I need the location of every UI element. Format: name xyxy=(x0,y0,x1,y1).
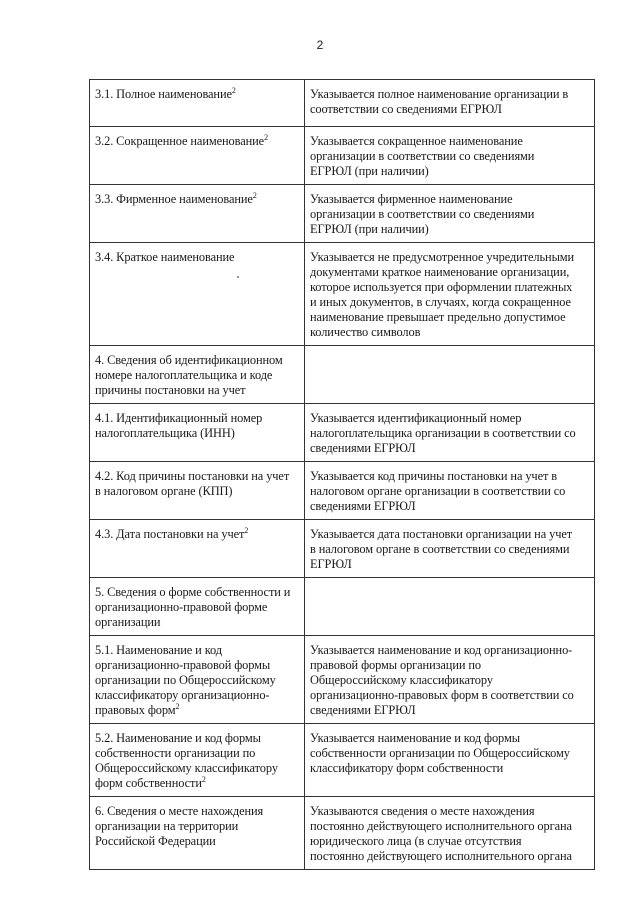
field-name: 3.4. Краткое наименование xyxy=(95,250,235,264)
field-name-cell xyxy=(90,80,305,127)
table-row xyxy=(90,185,595,243)
field-name-cell xyxy=(90,127,305,185)
field-name-cell xyxy=(90,636,305,724)
field-description: Указывается полное наименование организации в соответствии со сведениями ЕГРЮЛ xyxy=(305,80,595,127)
field-name-cell xyxy=(90,462,305,520)
field-name: 6. Сведения о месте нахождения организации на территории Российской Федерации xyxy=(95,804,264,848)
field-name-cell xyxy=(90,185,305,243)
table-row xyxy=(90,578,595,636)
field-name: 4.2. Код причины постановки на учет в налоговом органе (КПП) xyxy=(95,469,290,498)
field-description: Указывается наименование и код формы собственности организации по Общероссийскому классификатору форм собственности xyxy=(305,724,595,797)
field-name: 4. Сведения об идентификационном номере налогоплательщика и коде причины постановки на учет xyxy=(95,353,283,397)
footnote-mark: 2 xyxy=(231,85,236,95)
field-name-cell xyxy=(90,520,305,578)
table-row xyxy=(90,127,595,185)
table-row xyxy=(90,462,595,520)
field-name-cell xyxy=(90,797,305,870)
table-row xyxy=(90,520,595,578)
footnote-mark: 2 xyxy=(264,132,268,142)
field-description: Указывается дата постановки организации на учет в налоговом органе в соответствии со сведениями ЕГРЮЛ xyxy=(305,520,595,578)
field-description: Указывается наименование и код организационно- правовой формы организации по Общероссийскому классификатору организационно-правовых форм в соответствии со сведениями ЕГРЮЛ xyxy=(305,636,595,724)
field-name: 5.1. Наименование и код организационно-правовой формы организации по Общероссийскому классификатору организационно- правовых форм xyxy=(95,643,276,717)
scan-speck xyxy=(237,276,239,278)
field-name: 3.3. Фирменное наименование xyxy=(95,192,253,206)
field-name-cell xyxy=(90,578,305,636)
field-name: 5.2. Наименование и код формы собственности организации по Общероссийскому классификатору форм собственности xyxy=(95,731,278,790)
field-name: 4.1. Идентификационный номер налогоплательщика (ИНН) xyxy=(95,411,263,440)
field-description: Указывается не предусмотренное учредительными документами краткое наименование организации, которое используется при оформлении платежных и иных документов, в случаях, когда сокращенное наименование превышает предельно допустимое количество символов xyxy=(305,243,595,346)
requirements-table xyxy=(89,79,595,870)
field-description: Указывается фирменное наименование организации в соответствии со сведениями ЕГРЮЛ (при наличии) xyxy=(305,185,595,243)
table-row xyxy=(90,80,595,127)
field-name-cell xyxy=(90,724,305,797)
page-number: 2 xyxy=(316,38,324,52)
footnote-mark: 2 xyxy=(244,525,249,535)
footnote-mark: 2 xyxy=(201,774,206,784)
table-row xyxy=(90,243,595,346)
table-row xyxy=(90,724,595,797)
field-description: Указывается код причины постановки на учет в налоговом органе организации в соответствии со сведениями ЕГРЮЛ xyxy=(305,462,595,520)
table-row xyxy=(90,636,595,724)
table-row xyxy=(90,346,595,404)
field-description xyxy=(305,578,595,636)
field-name: 3.2. Сокращенное наименование xyxy=(95,134,265,148)
field-name: 4.3. Дата постановки на учет xyxy=(95,527,245,541)
field-description: Указывается сокращенное наименование организации в соответствии со сведениями ЕГРЮЛ (при наличии) xyxy=(305,127,595,185)
field-name: 5. Сведения о форме собственности и организационно-правовой форме организации xyxy=(95,585,291,629)
field-name: 3.1. Полное наименование xyxy=(95,87,232,101)
footnote-mark: 2 xyxy=(175,701,180,711)
footnote-mark: 2 xyxy=(252,190,257,200)
field-description xyxy=(305,346,595,404)
field-description: Указывается идентификационный номер налогоплательщика организации в соответствии со сведениями ЕГРЮЛ xyxy=(305,404,595,462)
field-name-cell xyxy=(90,346,305,404)
table-row xyxy=(90,404,595,462)
table-row xyxy=(90,797,595,870)
field-name-cell xyxy=(90,404,305,462)
field-name-cell xyxy=(90,243,305,346)
field-description: Указываются сведения о месте нахождения постоянно действующего исполнительного органа юридического лица (в случае отсутствия постоянно действующего исполнительного органа xyxy=(305,797,595,870)
